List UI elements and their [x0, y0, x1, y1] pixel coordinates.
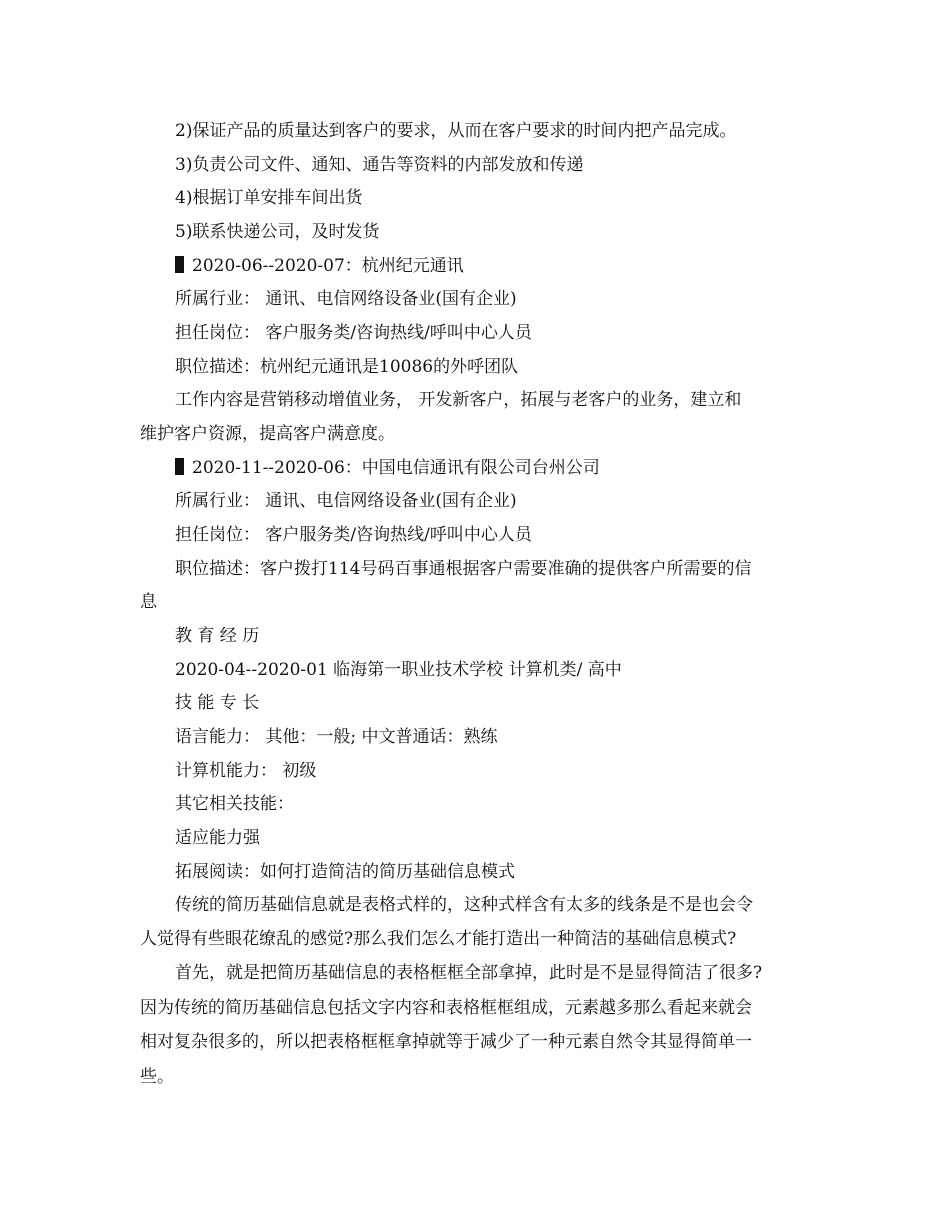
job-description-line: 职位描述：杭州纪元通讯是10086的外呼团队 — [175, 357, 519, 377]
paragraph-2-line-2: 因为传统的简历基础信息包括文字内容和表格框框组成，元素越多那么看起来就会 — [140, 998, 752, 1018]
other-skills-value: 适应能力强 — [175, 828, 260, 848]
education-heading: 教 育 经 历 — [175, 626, 260, 646]
position-line: 担任岗位： 客户服务类/咨询热线/呼叫中心人员 — [175, 525, 532, 545]
position-line: 担任岗位： 客户服务类/咨询热线/呼叫中心人员 — [175, 323, 532, 343]
duty-item-3: 3)负责公司文件、通知、通告等资料的内部发放和传递 — [175, 155, 584, 175]
job-heading-taizhou — [175, 457, 600, 479]
paragraph-2-line-4: 些。 — [140, 1067, 174, 1087]
job-description-line: 职位描述：客户拨打114号码百事通根据客户需要准确的提供客户所需要的信 — [175, 559, 752, 579]
block-bullet-icon — [175, 458, 184, 475]
paragraph-2-line-1: 首先，就是把简历基础信息的表格框框全部拿掉，此时是不是显得简洁了很多? — [175, 963, 763, 983]
job-heading-text: 2020-11--2020-06：中国电信通讯有限公司台州公司 — [192, 458, 600, 478]
duty-item-5: 5)联系快递公司，及时发货 — [175, 222, 380, 242]
job-description-line-cont: 息 — [140, 592, 157, 612]
paragraph-2-line-3: 相对复杂很多的，所以把表格框框拿掉就等于减少了一种元素自然令其显得简单一 — [140, 1032, 752, 1052]
duty-item-4: 4)根据订单安排车间出货 — [175, 188, 363, 208]
job-heading-hangzhou — [175, 255, 464, 277]
education-entry: 2020-04--2020-01 临海第一职业技术学校 计算机类/ 高中 — [175, 660, 622, 680]
paragraph-1-line-2: 人觉得有些眼花缭乱的感觉?那么我们怎么才能打造出一种简洁的基础信息模式? — [140, 929, 737, 949]
other-skills-label: 其它相关技能： — [175, 794, 294, 814]
industry-line: 所属行业： 通讯、电信网络设备业(国有企业) — [175, 491, 517, 511]
job-heading-text: 2020-06--2020-07：杭州纪元通讯 — [192, 256, 464, 276]
skills-heading: 技 能 专 长 — [175, 693, 260, 713]
paragraph-1-line-1: 传统的简历基础信息就是表格式样的，这种式样含有太多的线条是不是也会令 — [175, 895, 753, 915]
computer-skill-line: 计算机能力： 初级 — [175, 761, 317, 781]
work-content-line-cont: 维护客户资源，提高客户满意度。 — [140, 424, 395, 444]
language-skill-line: 语言能力： 其他：一般; 中文普通话：熟练 — [175, 727, 498, 747]
extended-reading-title: 拓展阅读：如何打造简洁的简历基础信息模式 — [175, 862, 515, 882]
block-bullet-icon — [175, 256, 184, 273]
work-content-line: 工作内容是营销移动增值业务， 开发新客户，拓展与老客户的业务，建立和 — [175, 390, 742, 410]
industry-line: 所属行业： 通讯、电信网络设备业(国有企业) — [175, 289, 517, 309]
duty-item-2: 2)保证产品的质量达到客户的要求，从而在客户要求的时间内把产品完成。 — [175, 121, 737, 141]
